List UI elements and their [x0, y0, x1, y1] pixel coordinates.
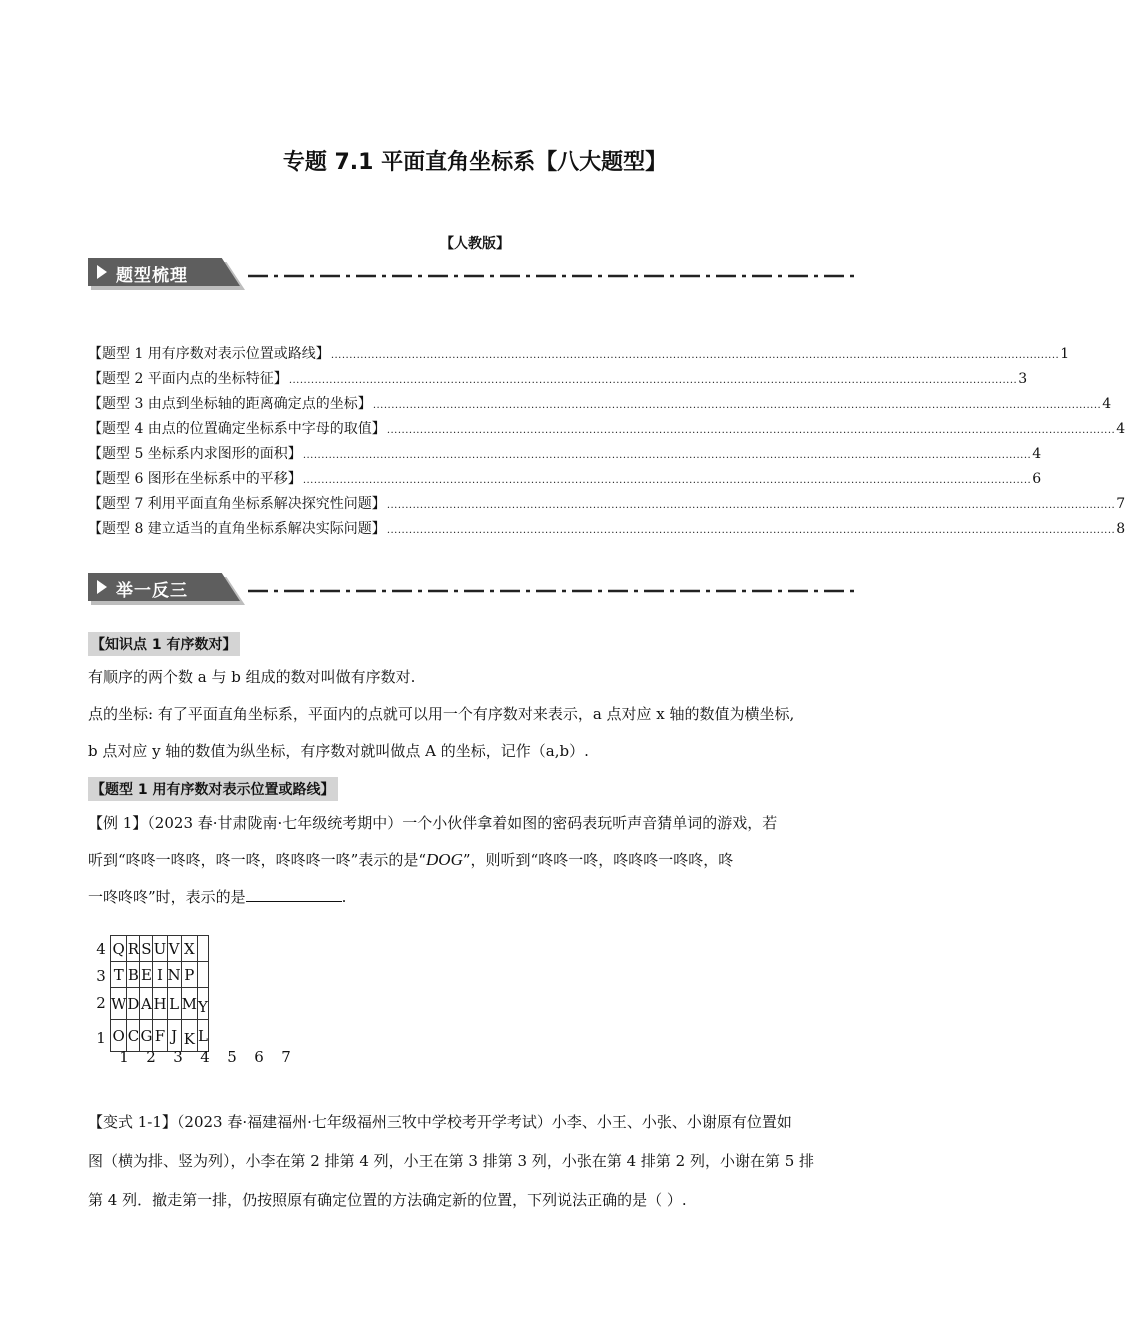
- toc-item[interactable]: [88, 368, 1028, 393]
- variant-line: 第 4 列．撤走第一排，仍按照原有确定位置的方法确定新的位置，下列说法正确的是（ ）.: [88, 1191, 687, 1209]
- example-word: DOG: [426, 850, 463, 869]
- answer-blank[interactable]: [246, 886, 342, 902]
- toc-item-text: 【题型 3 由点到坐标轴的距离确定点的坐标】: [88, 396, 372, 412]
- grid-cell: B: [127, 962, 140, 988]
- row-label: 1: [96, 1029, 106, 1047]
- toc-item-text: 【题型 4 由点的位置确定坐标系中字母的取值】: [88, 421, 386, 437]
- grid-cell: U: [153, 936, 167, 962]
- grid-cell: L: [198, 1020, 209, 1052]
- toc-page-number: 4: [1102, 396, 1112, 412]
- grid-cell: C: [127, 1020, 140, 1052]
- banner-label: 举一反三: [116, 581, 188, 601]
- knowledge-line: 有顺序的两个数 a 与 b 组成的数对叫做有序数对.: [88, 668, 416, 686]
- grid-cell: S: [140, 936, 153, 962]
- row-label: 4: [96, 940, 106, 958]
- grid-cell: E: [140, 962, 153, 988]
- toc-item[interactable]: [88, 443, 1042, 468]
- toc-page-number: 1: [1060, 346, 1070, 362]
- banner-label: 题型梳理: [116, 266, 188, 286]
- toc-leader-dots: ......................................................................................................................................................................................................: [386, 425, 1116, 436]
- toc-leader-dots: ......................................................................................................................................................................................................: [372, 400, 1102, 411]
- table-of-contents: [88, 343, 1125, 543]
- grid-cell: I: [153, 962, 167, 988]
- grid-cell: L: [167, 988, 181, 1020]
- grid-cell: V: [167, 936, 181, 962]
- toc-page-number: 3: [1018, 371, 1028, 387]
- example-line: 【例 1】（2023 春·甘肃陇南·七年级统考期中）一个小伙伴拿着如图的密码表玩听声音猜单词的游戏，若: [88, 814, 778, 832]
- table-row: [111, 962, 209, 988]
- toc-item-text: 【题型 7 利用平面直角坐标系解决探究性问题】: [88, 496, 386, 512]
- dash-dot-divider: [248, 589, 860, 593]
- toc-item[interactable]: [88, 493, 1125, 518]
- page-title: 专题 7.1 平面直角坐标系【八大题型】: [282, 150, 668, 175]
- grid-cell: M: [181, 988, 197, 1020]
- column-label: 5: [227, 1048, 237, 1066]
- example-line: [88, 886, 864, 908]
- column-label: 2: [146, 1048, 156, 1066]
- grid-cell: D: [127, 988, 140, 1020]
- toc-item-text: 【题型 2 平面内点的坐标特征】: [88, 371, 288, 387]
- grid-cell: A: [140, 988, 153, 1020]
- play-triangle-icon: [97, 580, 107, 594]
- grid-cell: G: [140, 1020, 153, 1052]
- toc-item[interactable]: [88, 343, 1070, 368]
- knowledge-line: b 点对应 y 轴的数值为纵坐标，有序数对就叫做点 A 的坐标，记作（a,b）.: [88, 742, 589, 760]
- grid-cell: H: [153, 988, 167, 1020]
- toc-item-text: 【题型 8 建立适当的直角坐标系解决实际问题】: [88, 521, 386, 537]
- toc-page-number: 4: [1032, 446, 1042, 462]
- toc-item[interactable]: [88, 393, 1112, 418]
- table-row: [111, 936, 209, 962]
- example-text: ”，则听到“咚咚一咚，咚咚咚一咚咚，咚: [462, 851, 734, 869]
- toc-item[interactable]: [88, 418, 1125, 443]
- edition-label: 【人教版】: [440, 236, 510, 252]
- toc-item-text: 【题型 5 坐标系内求图形的面积】: [88, 446, 302, 462]
- toc-item-text: 【题型 6 图形在坐标系中的平移】: [88, 471, 302, 487]
- grid-cell: X: [181, 936, 197, 962]
- table-row: [111, 988, 209, 1020]
- column-label: 3: [173, 1048, 183, 1066]
- grid-cell: R: [127, 936, 140, 962]
- example-text: 一咚咚咚”时，表示的是: [88, 888, 246, 906]
- toc-page-number: 8: [1116, 521, 1125, 537]
- toc-leader-dots: ......................................................................................................................................................................................................: [386, 525, 1116, 536]
- knowledge-line: 点的坐标: 有了平面直角坐标系，平面内的点就可以用一个有序数对来表示，a 点对应 x 轴的数值为横坐标,: [88, 705, 795, 723]
- toc-item-text: 【题型 1 用有序数对表示位置或路线】: [88, 346, 330, 362]
- toc-page-number: 6: [1032, 471, 1042, 487]
- column-label: 4: [200, 1048, 210, 1066]
- toc-leader-dots: ......................................................................................................................................................................................................: [302, 475, 1032, 486]
- row-label: 3: [96, 967, 106, 985]
- grid-cell: T: [111, 962, 127, 988]
- toc-item[interactable]: [88, 518, 1125, 543]
- grid-cell: P: [181, 962, 197, 988]
- grid-cell: [198, 962, 209, 988]
- toc-item[interactable]: [88, 468, 1042, 493]
- toc-page-number: 4: [1116, 421, 1125, 437]
- column-label: 7: [281, 1048, 291, 1066]
- section-banner-question-types: [88, 258, 860, 292]
- cipher-grid: [110, 935, 209, 1052]
- example-text: .: [341, 888, 347, 906]
- variant-line: 图（横为排、竖为列），小李在第 2 排第 4 列，小王在第 3 排第 3 列，小张在第 4 排第 2 列，小谢在第 5 排: [88, 1152, 815, 1170]
- toc-leader-dots: ......................................................................................................................................................................................................: [386, 500, 1116, 511]
- question-type-heading: 【题型 1 用有序数对表示位置或路线】: [88, 777, 338, 801]
- grid-cell: Q: [111, 936, 127, 962]
- row-label: 2: [96, 994, 106, 1012]
- grid-cell: W: [111, 988, 127, 1020]
- knowledge-heading: 【知识点 1 有序数对】: [88, 632, 240, 656]
- example-text: 听到“咚咚一咚咚，咚一咚，咚咚咚一咚”表示的是“: [88, 851, 427, 869]
- grid-cell: J: [167, 1020, 181, 1052]
- grid-cell: [198, 936, 209, 962]
- toc-leader-dots: ......................................................................................................................................................................................................: [330, 350, 1060, 361]
- toc-leader-dots: ......................................................................................................................................................................................................: [302, 450, 1032, 461]
- section-banner-practice: [88, 573, 860, 607]
- table-row: [111, 1020, 209, 1052]
- column-label: 1: [119, 1048, 129, 1066]
- grid-cell: F: [153, 1020, 167, 1052]
- dash-dot-divider: [248, 274, 860, 278]
- column-label: 6: [254, 1048, 264, 1066]
- grid-cell: Y: [198, 988, 209, 1020]
- grid-cell: O: [111, 1020, 127, 1052]
- toc-leader-dots: ......................................................................................................................................................................................................: [288, 375, 1018, 386]
- grid-cell: N: [167, 962, 181, 988]
- toc-page-number: 7: [1116, 496, 1125, 512]
- variant-line: 【变式 1-1】（2023 春·福建福州·七年级福州三牧中学校考开学考试）小李、小王、小张、小谢原有位置如: [88, 1113, 792, 1131]
- play-triangle-icon: [97, 265, 107, 279]
- grid-cell: K: [181, 1020, 197, 1052]
- example-line: [88, 849, 864, 871]
